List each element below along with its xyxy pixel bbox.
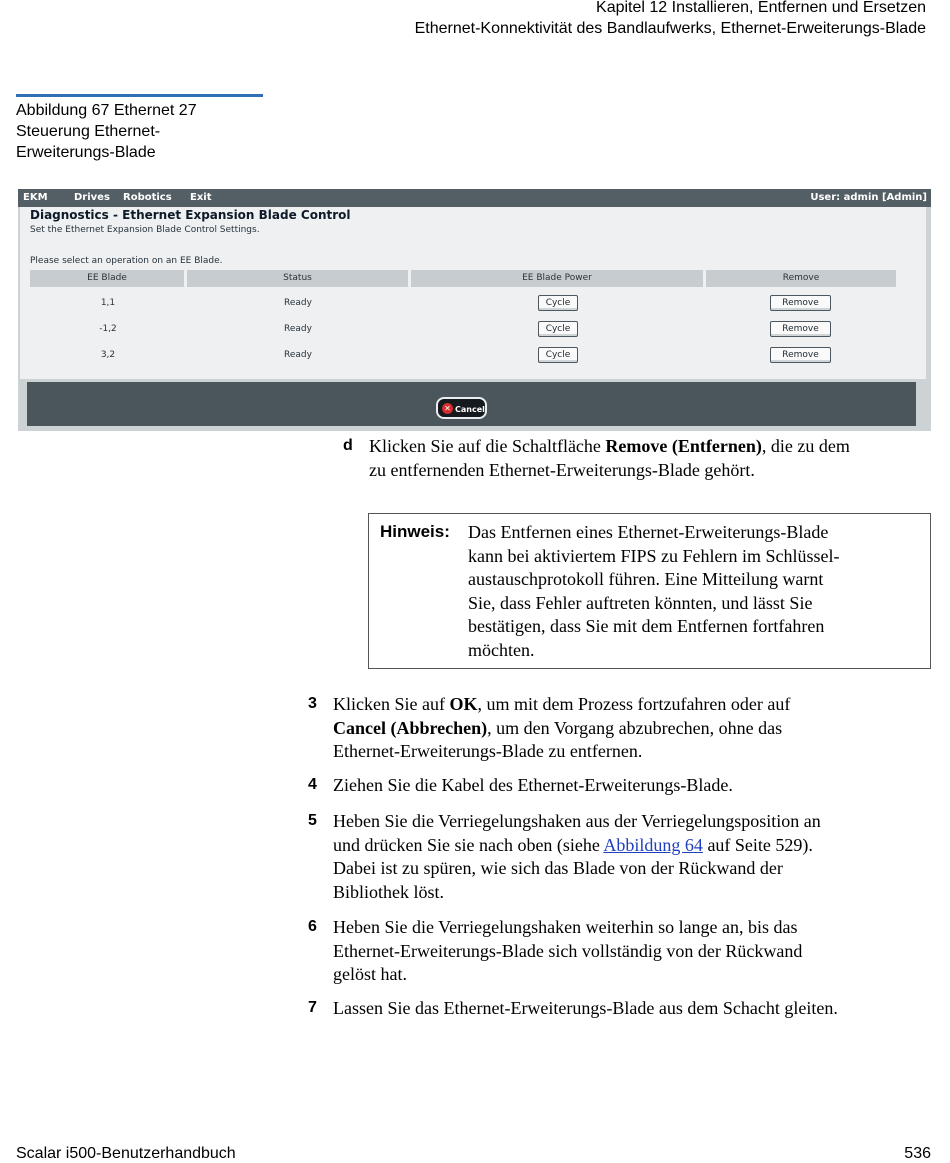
panel-title: Diagnostics - Ethernet Expansion Blade Control	[30, 208, 351, 222]
step-text-bold: Remove (Entfernen)	[605, 436, 762, 456]
menu-item-ekm[interactable]: EKM	[23, 192, 48, 203]
blade-id: 1,1	[100, 298, 116, 308]
step-text-line: zu entfernenden Ethernet-Erweiterungs-Blade gehört.	[369, 459, 755, 480]
figure-64-link[interactable]: Abbildung 64	[603, 834, 703, 855]
step-text-part: auf Seite 529).	[702, 834, 813, 855]
step-number: 5	[308, 812, 317, 829]
remove-button[interactable]: Remove	[770, 347, 831, 363]
step-number: 3	[308, 695, 317, 712]
step-text-line: Heben Sie die Verriegelungshaken aus der Verriegelungsposition an	[333, 811, 821, 831]
column-header-remove: Remove	[706, 270, 896, 287]
note-line: Das Entfernen eines Ethernet-Erweiterungs-Blade	[468, 522, 829, 542]
page-number: 536	[904, 1145, 931, 1162]
cycle-button[interactable]: Cycle	[538, 295, 578, 311]
cancel-label: Cancel	[455, 405, 485, 414]
menu-item-drives[interactable]: Drives	[74, 192, 110, 203]
step-text-line: Ziehen Sie die Kabel des Ethernet-Erweiterungs-Blade.	[333, 775, 733, 795]
blade-status: Ready	[284, 350, 312, 360]
step-text-line: Dabei ist zu spüren, wie sich das Blade von der Rückwand der	[333, 858, 783, 878]
cancel-button[interactable]	[436, 397, 487, 419]
chapter-header: Kapitel 12 Installieren, Entfernen und Ersetzen	[596, 0, 926, 16]
step-text	[333, 810, 821, 904]
close-icon: ✕	[442, 403, 453, 414]
step-text-part: Klicken Sie auf	[333, 694, 450, 714]
figure-caption-line: Steuerung Ethernet-	[16, 123, 161, 140]
figure-caption	[16, 100, 197, 163]
note-line: möchten.	[468, 639, 535, 660]
step-number: d	[343, 437, 353, 454]
step-text-bold: OK	[449, 694, 478, 714]
step-text-part: und drücken Sie sie nach oben (siehe	[333, 834, 604, 855]
section-header: Ethernet-Konnektivität des Bandlaufwerks, Ethernet-Erweiterungs-Blade	[414, 20, 926, 37]
step-number: 6	[308, 918, 317, 935]
note-line: kann bei aktiviertem FIPS zu Fehlern im Schlüssel-	[468, 545, 840, 566]
cycle-button[interactable]: Cycle	[538, 347, 578, 363]
step-text	[333, 693, 790, 764]
note-label: Hinweis:	[380, 522, 450, 541]
step-text-line: Bibliothek löst.	[333, 881, 445, 902]
note-line: austauschprotokoll führen. Eine Mitteilung warnt	[468, 569, 824, 589]
step-text-line: Heben Sie die Verriegelungshaken weiterhin so lange an, bis das	[333, 917, 798, 937]
step-text	[333, 916, 802, 987]
blade-control-screenshot	[18, 189, 931, 431]
blade-id: -1,2	[99, 324, 117, 334]
step-text-line: Ethernet-Erweiterungs-Blade zu entfernen.	[333, 741, 643, 761]
column-header-power: EE Blade Power	[411, 270, 703, 287]
note-line: Sie, dass Fehler auftreten könnten, und lässt Sie	[468, 592, 813, 613]
figure-caption-line: Erweiterungs-Blade	[16, 144, 156, 161]
step-text-line: Lassen Sie das Ethernet-Erweiterungs-Blade aus dem Schacht gleiten.	[333, 998, 838, 1018]
user-indicator: User: admin [Admin]	[810, 192, 927, 203]
step-text-part: , die zu dem	[761, 436, 850, 456]
remove-button[interactable]: Remove	[770, 295, 831, 311]
blade-status: Ready	[284, 324, 312, 334]
step-text-part: , um den Vorgang abzubrechen, ohne das	[487, 717, 783, 738]
step-text-part: Klicken Sie auf die Schaltfläche	[369, 436, 606, 456]
step-text-line: gelöst hat.	[333, 964, 407, 984]
column-header-ee-blade: EE Blade	[30, 270, 184, 287]
step-number: 7	[308, 999, 317, 1016]
diagnostics-panel	[20, 207, 926, 379]
footer-title: Scalar i500-Benutzerhandbuch	[16, 1145, 236, 1162]
step-text-bold: Cancel (Abbrechen)	[333, 717, 488, 738]
step-number: 4	[308, 776, 317, 793]
menu-item-exit[interactable]: Exit	[190, 192, 212, 203]
note-text	[468, 521, 928, 662]
step-text	[333, 774, 733, 798]
panel-subtitle: Set the Ethernet Expansion Blade Control Settings.	[30, 225, 260, 235]
step-text-line: Ethernet-Erweiterungs-Blade sich vollständig von der Rückwand	[333, 940, 803, 961]
column-header-status: Status	[187, 270, 408, 287]
figure-rule	[16, 94, 263, 97]
step-text	[333, 997, 838, 1021]
step-text	[369, 435, 850, 482]
remove-button[interactable]: Remove	[770, 321, 831, 337]
select-instruction: Please select an operation on an EE Blade.	[30, 256, 223, 266]
blade-status: Ready	[284, 298, 312, 308]
menu-bar	[18, 189, 931, 207]
cycle-button[interactable]: Cycle	[538, 321, 578, 337]
note-line: bestätigen, dass Sie mit dem Entfernen fortfahren	[468, 616, 825, 636]
step-text-part: , um mit dem Prozess fortzufahren oder auf	[477, 694, 791, 714]
menu-item-robotics[interactable]: Robotics	[123, 192, 172, 203]
blade-id: 3,2	[100, 350, 116, 360]
note-box	[368, 513, 931, 669]
figure-caption-line: Abbildung 67 Ethernet 27	[16, 102, 197, 119]
